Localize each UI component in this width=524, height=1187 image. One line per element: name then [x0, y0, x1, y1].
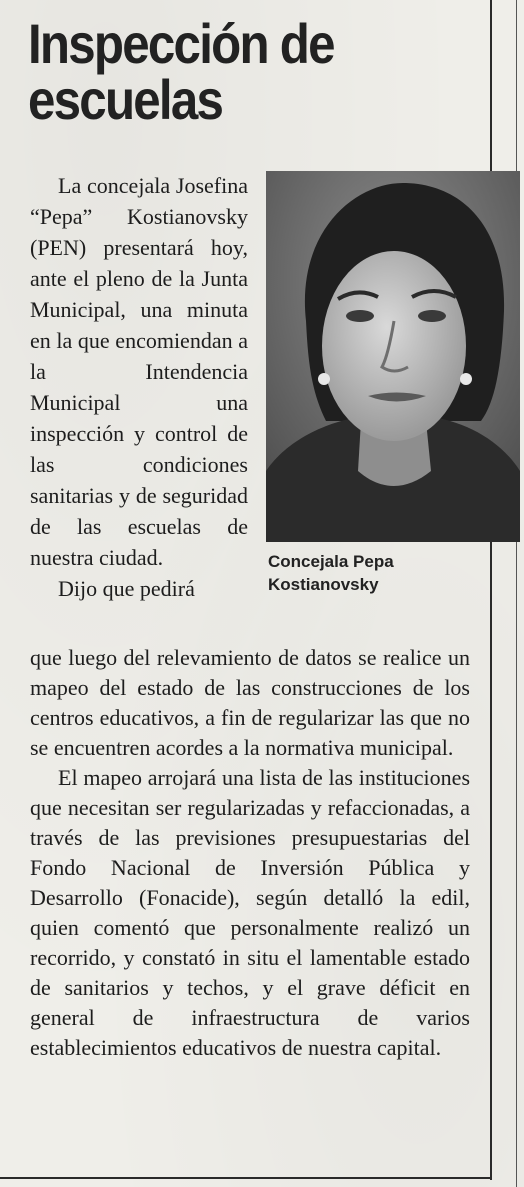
headline — [28, 12, 433, 131]
portrait-photo — [266, 171, 520, 542]
narrow-column — [30, 170, 248, 604]
wide-column — [30, 643, 470, 1063]
headline-line-2: escuelas — [28, 68, 223, 131]
photo-caption — [268, 550, 488, 596]
paragraph-1: La concejala Josefina “Pepa” Kostianovsky (PEN) presentará hoy, ante el pleno de la Junta Municipal, una minuta en la que encomiendan a la Intendencia Municipal una inspección y control de las condiciones sanitarias y de seguridad de las escuelas de nuestra ciudad. — [30, 173, 248, 570]
caption-line-1: Concejala Pepa — [268, 552, 394, 571]
bottom-rule — [0, 1177, 492, 1179]
paragraph-3: El mapeo arrojará una lista de las instituciones que necesitan ser regularizadas y refaccionadas, a través de las previsiones presupuestarias del Fondo Nacional de Inversión Pública y Desarrollo (Fonacide), según detalló la edil, quien comentó que personalmente realizó un recorrido, y constató in situ el lamentable estado de sanitarios y techos, y el grave déficit en general de infraestructura de varios establecimientos educativos de nuestra capital. — [30, 765, 470, 1060]
paragraph-2-start: Dijo que pedirá — [58, 576, 195, 601]
headline-line-1: Inspección de — [28, 12, 334, 75]
caption-line-2: Kostianovsky — [268, 575, 379, 594]
paragraph-2-continued: que luego del relevamiento de datos se realice un mapeo del estado de las construcciones de los centros educativos, a fin de regularizar las que no se encuentren acordes a la normativa municipal. — [30, 645, 470, 760]
portrait-image — [266, 171, 520, 542]
